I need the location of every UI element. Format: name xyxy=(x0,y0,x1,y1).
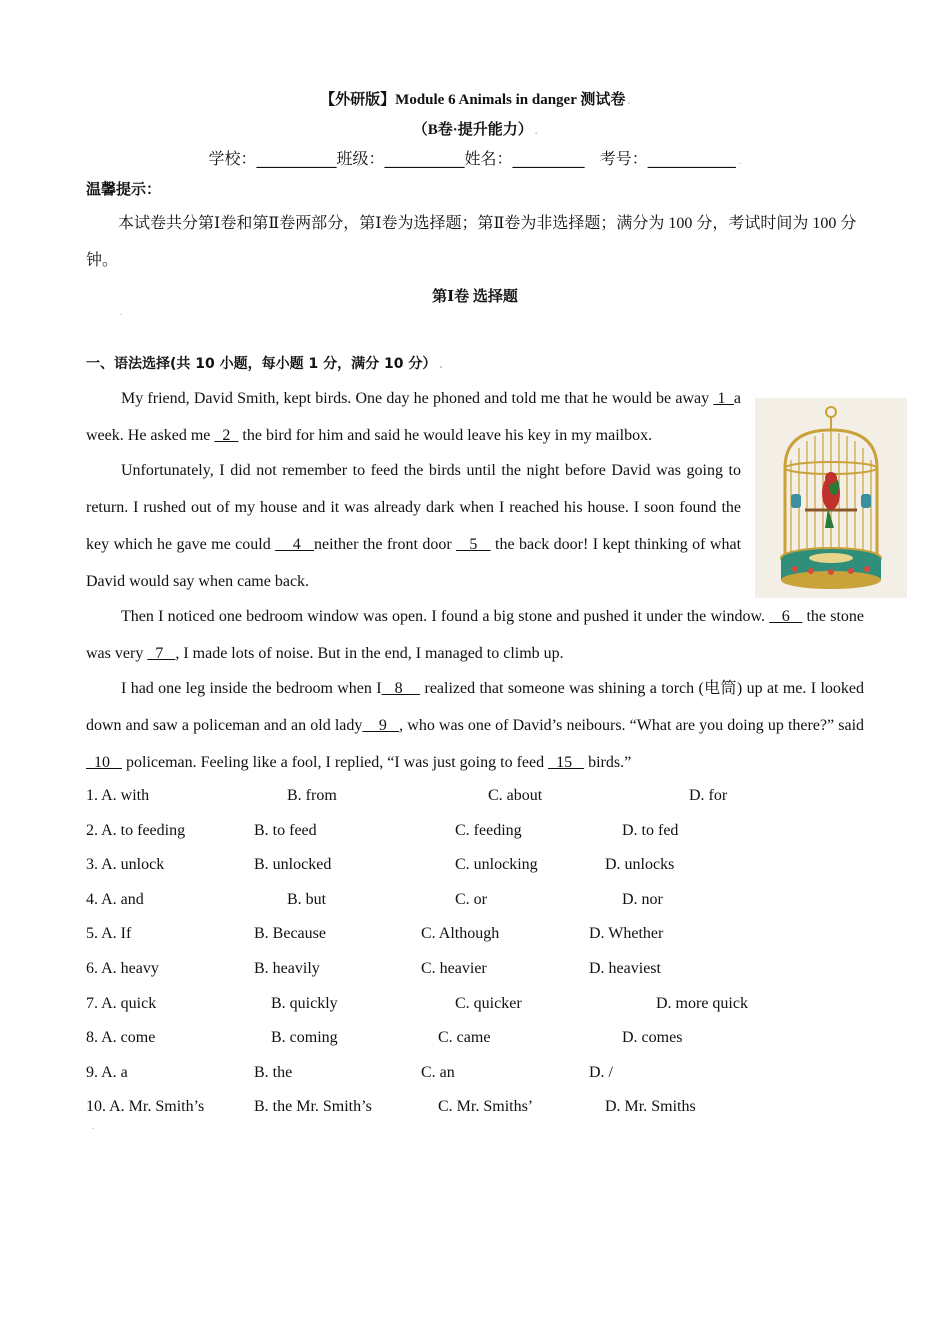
option-row-1 xyxy=(86,787,886,809)
end-dot: . xyxy=(92,1122,94,1131)
option-10-d: D. Mr. Smiths xyxy=(605,1098,696,1115)
blank-8: 8 xyxy=(381,680,421,697)
separator-dot: . xyxy=(120,308,122,317)
option-2-c: C. feeding xyxy=(455,822,522,839)
option-9-c: C. an xyxy=(421,1064,455,1081)
option-3-c: C. unlocking xyxy=(455,856,538,873)
option-1-b: B. from xyxy=(287,787,337,804)
option-5-b: B. Because xyxy=(254,925,326,942)
option-7-d: D. more quick xyxy=(656,995,748,1012)
option-row-9 xyxy=(86,1064,886,1086)
passage-paragraph-2: Unfortunately, I did not remember to feed the birds until the night before David was going to return. I rushed out of my house and it was already dark when I reached his house. I soon found the key which he gave me could 4 neither the front door 5 the back door! I kept thinking of what David would say when came back. xyxy=(86,462,742,590)
option-row-5 xyxy=(86,925,886,947)
option-10-a: 10. A. Mr. Smith’s xyxy=(86,1098,205,1115)
option-3-d: D. unlocks xyxy=(605,856,675,873)
part1-title: 一、语法选择(共 10 小题，每小题 1 分，满分 10 分） . xyxy=(86,356,443,372)
option-9-b: B. the xyxy=(254,1064,293,1081)
birdcage-icon xyxy=(755,398,907,598)
option-5-a: 5. A. If xyxy=(86,925,132,942)
option-2-b: B. to feed xyxy=(254,822,317,839)
option-row-10 xyxy=(86,1098,886,1120)
option-2-d: D. to fed xyxy=(622,822,679,839)
blank-5: 5 xyxy=(456,536,491,553)
option-5-c: C. Although xyxy=(421,925,500,942)
option-6-a: 6. A. heavy xyxy=(86,960,159,977)
section-title: 第Ⅰ卷 选择题 xyxy=(432,289,518,305)
option-6-c: C. heavier xyxy=(421,960,487,977)
option-5-d: D. Whether xyxy=(589,925,664,942)
option-4-d: D. nor xyxy=(622,891,663,908)
tips-text: 本试卷共分第Ⅰ卷和第Ⅱ卷两部分，第Ⅰ卷为选择题；第Ⅱ卷为非选择题；满分为 100 分，考试时间为 100 分钟。 xyxy=(86,215,857,269)
blank-6: 6 xyxy=(769,608,803,625)
option-3-b: B. unlocked xyxy=(254,856,332,873)
option-9-a: 9. A. a xyxy=(86,1064,128,1081)
blank-9: 9 xyxy=(362,717,400,734)
tips-label: 温馨提示： xyxy=(86,180,162,198)
option-4-a: 4. A. and xyxy=(86,891,144,908)
blank-4: 4 xyxy=(275,536,315,553)
blank-15: 15 xyxy=(548,754,585,771)
birdcage-image xyxy=(755,398,907,598)
document-title: 【外研版】Module 6 Animals in danger 测试卷 . xyxy=(320,92,630,108)
option-row-4 xyxy=(86,891,886,913)
option-6-b: B. heavily xyxy=(254,960,320,977)
student-info-line: 学校：__________班级：__________姓名：_________ 考号：___________ . xyxy=(208,149,742,168)
option-row-8 xyxy=(86,1029,886,1051)
blank-7: 7 xyxy=(147,645,176,662)
option-row-3 xyxy=(86,856,886,878)
option-8-b: B. coming xyxy=(271,1029,338,1046)
blank-2: 2 xyxy=(214,427,239,444)
option-3-a: 3. A. unlock xyxy=(86,856,165,873)
option-8-a: 8. A. come xyxy=(86,1029,156,1046)
option-8-c: C. came xyxy=(438,1029,491,1046)
document-subtitle: （B卷·提升能力） . xyxy=(412,122,538,138)
blank-1: 1 xyxy=(713,390,734,407)
option-8-d: D. comes xyxy=(622,1029,683,1046)
option-row-6 xyxy=(86,960,886,982)
option-10-c: C. Mr. Smiths’ xyxy=(438,1098,534,1115)
option-row-7 xyxy=(86,995,886,1017)
passage-paragraph-1: My friend, David Smith, kept birds. One day he phoned and told me that he would be away 1 a week. He asked me 2 the bird for him and said he would leave his key in my mailbox. xyxy=(86,390,742,444)
passage-paragraph-4: I had one leg inside the bedroom when I 8 realized that someone was shining a torch (电筒) up at me. I looked down and saw a policeman and an old lady 9 , who was one of David’s neibours. “What are you doing up there?” said 10 policeman. Feeling like a fool, I replied, “I was just going to feed 15 birds.” xyxy=(86,680,865,771)
option-1-d: D. for xyxy=(689,787,728,804)
option-7-b: B. quickly xyxy=(271,995,338,1012)
option-4-b: B. but xyxy=(287,891,327,908)
option-6-d: D. heaviest xyxy=(589,960,661,977)
option-1-a: 1. A. with xyxy=(86,787,150,804)
option-4-c: C. or xyxy=(455,891,487,908)
passage-paragraph-3: Then I noticed one bedroom window was open. I found a big stone and pushed it under the window. 6 the stone was very 7 , I made lots of noise. But in the end, I managed to climb up. xyxy=(86,608,864,662)
option-row-2 xyxy=(86,822,886,844)
option-1-c: C. about xyxy=(488,787,543,804)
option-2-a: 2. A. to feeding xyxy=(86,822,186,839)
option-7-c: C. quicker xyxy=(455,995,522,1012)
option-7-a: 7. A. quick xyxy=(86,995,157,1012)
option-9-d: D. / xyxy=(589,1064,613,1081)
blank-10: 10 xyxy=(86,754,122,771)
option-10-b: B. the Mr. Smith’s xyxy=(254,1098,372,1115)
